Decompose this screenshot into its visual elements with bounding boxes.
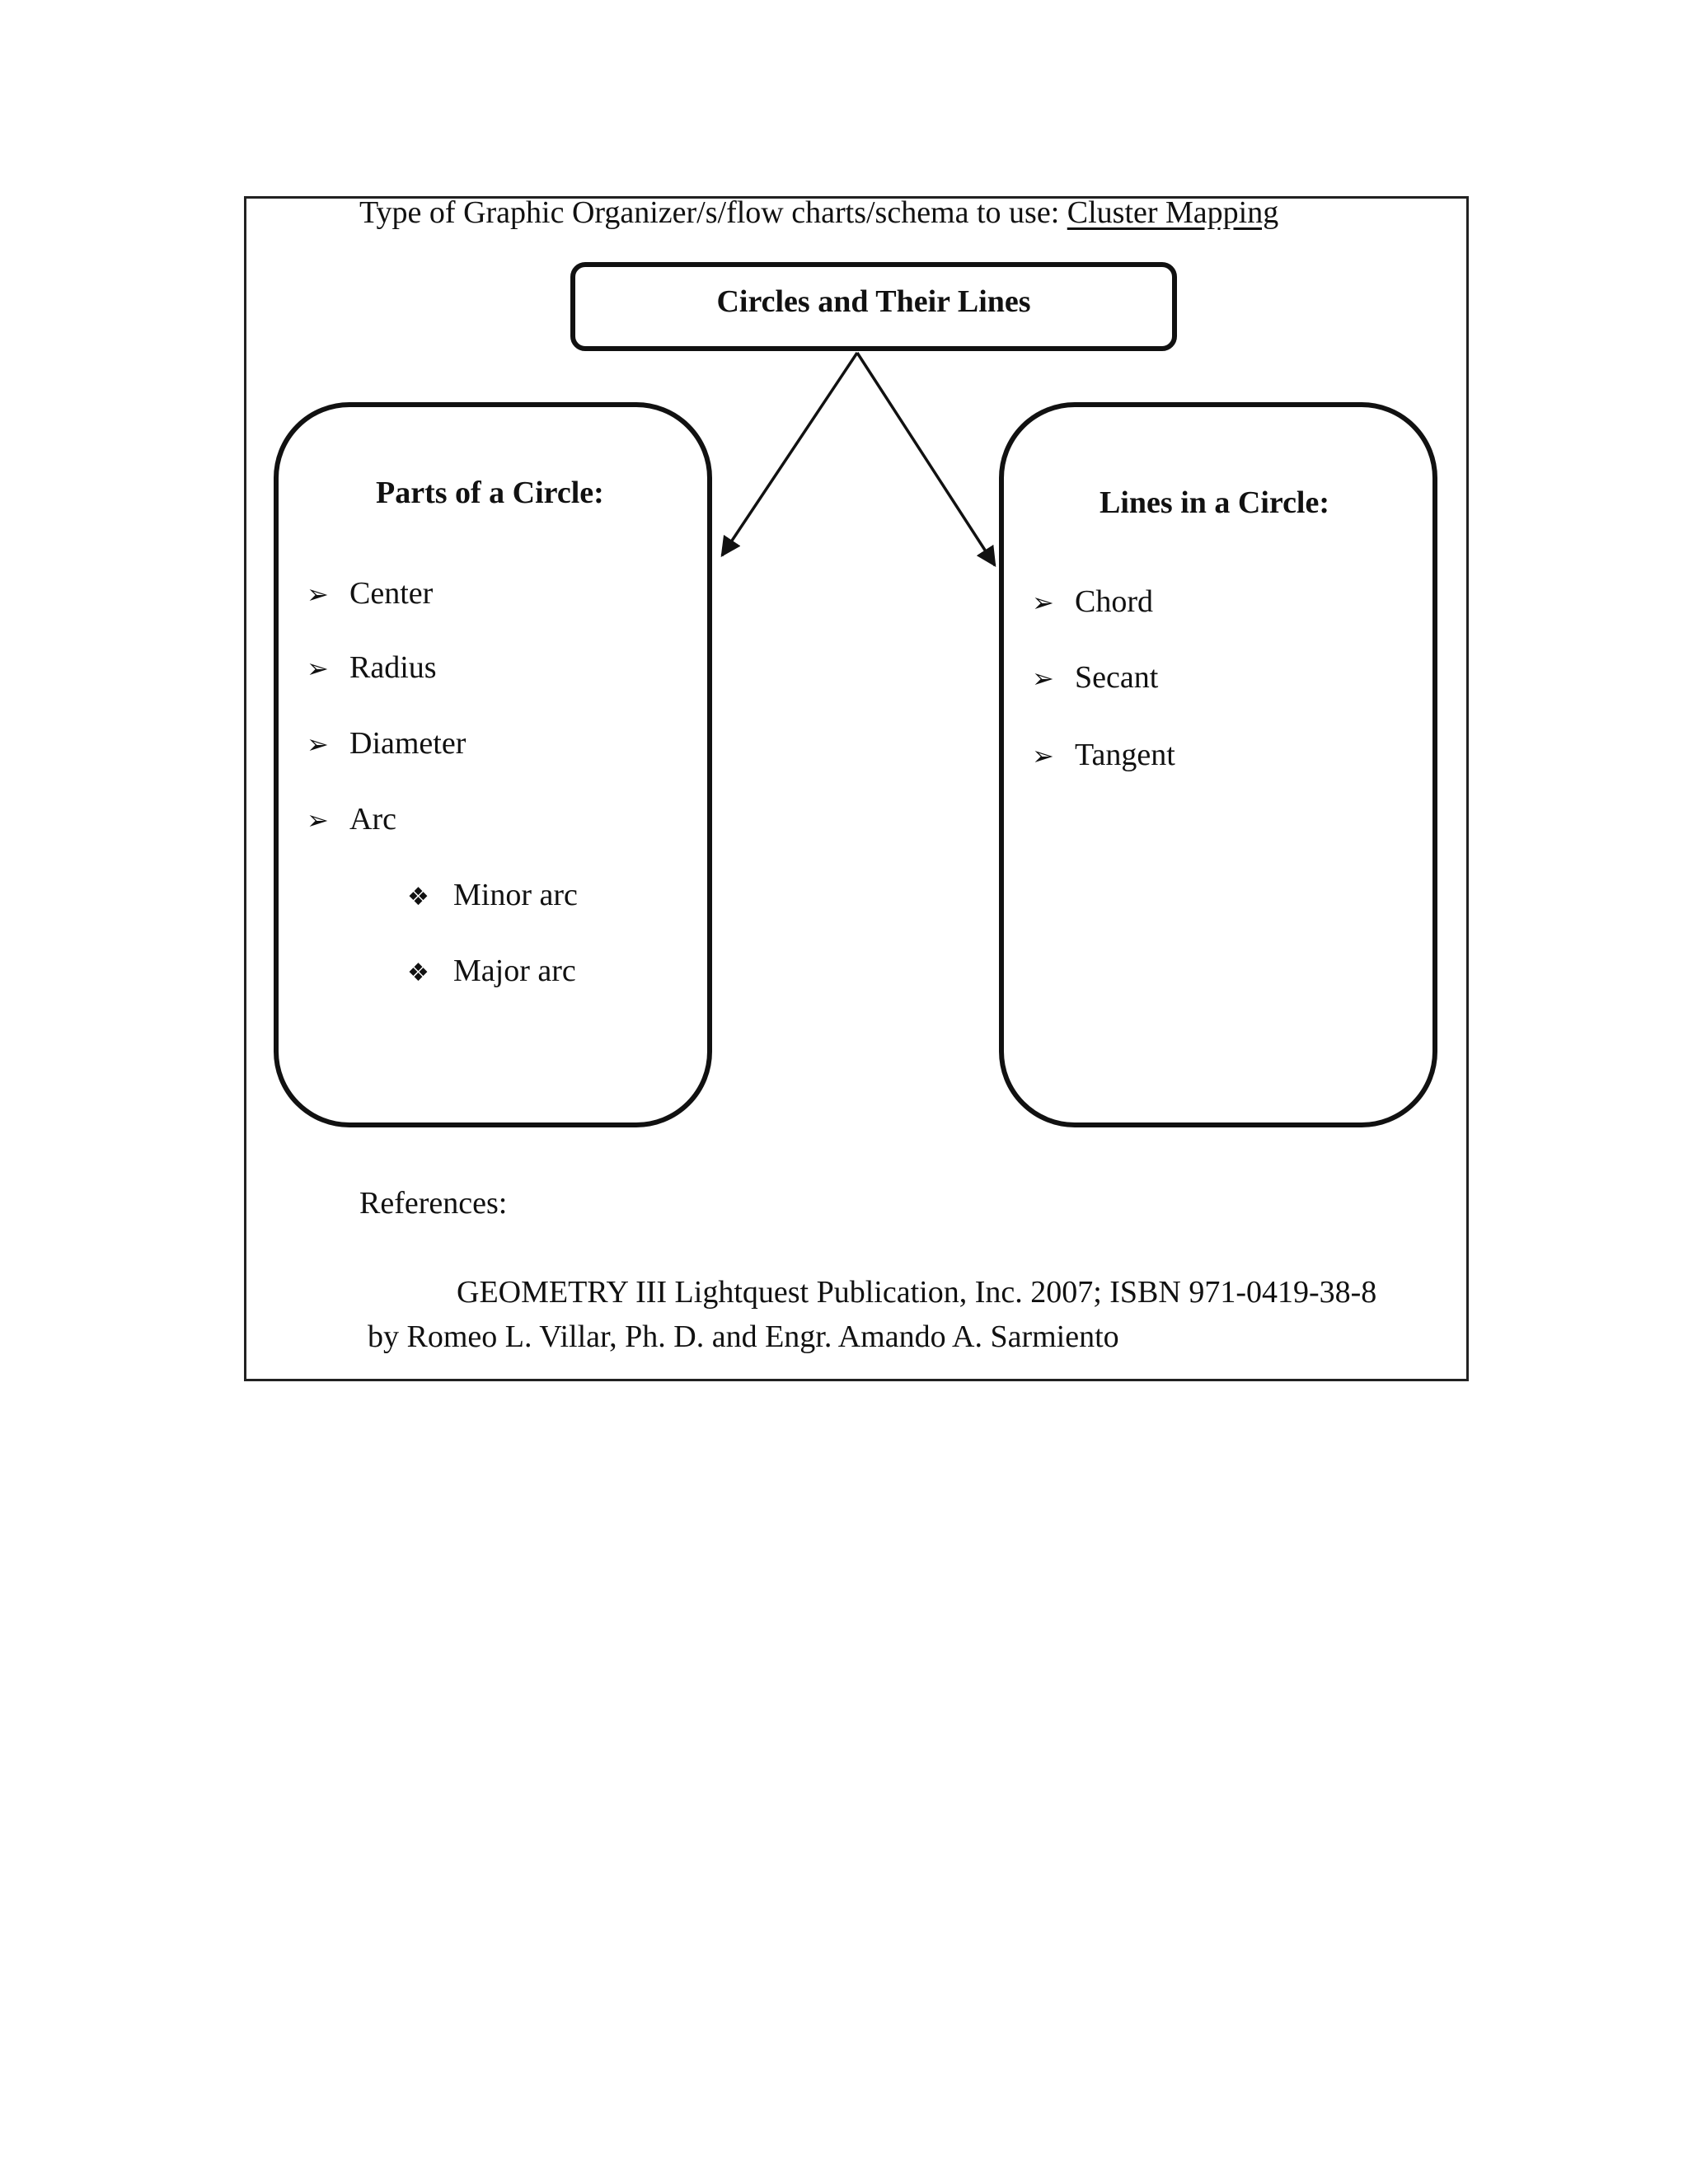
arrow-to-lines xyxy=(857,353,995,565)
organizer-type-label: Type of Graphic Organizer/s/flow charts/schema to use: xyxy=(359,195,1060,230)
reference-line-1: GEOMETRY III Lightquest Publication, Inc. 2007; ISBN 971-0419-38-8 xyxy=(457,1275,1377,1310)
list-item: ➢ Arc xyxy=(307,802,396,837)
list-item: ➢ Center xyxy=(307,576,434,611)
cluster-heading-lines: Lines in a Circle: xyxy=(1100,485,1330,520)
arrowhead-bullet-icon: ➢ xyxy=(307,653,329,684)
arrow-to-parts xyxy=(722,353,857,555)
list-item: ➢ Tangent xyxy=(1032,738,1175,772)
arrowhead-bullet-icon: ➢ xyxy=(307,729,329,760)
four-diamond-bullet-icon: ❖ xyxy=(407,883,429,912)
arrowhead-bullet-icon: ➢ xyxy=(307,804,329,836)
organizer-type-value: Cluster Mapping xyxy=(1067,195,1279,230)
arrowhead-bullet-icon: ➢ xyxy=(307,579,329,610)
central-topic-label: Circles and Their Lines xyxy=(716,284,1031,319)
references-label: References: xyxy=(359,1186,508,1221)
list-item: ➢ Radius xyxy=(307,650,437,685)
reference-line-2: by Romeo L. Villar, Ph. D. and Engr. Amando A. Sarmiento xyxy=(368,1319,1119,1354)
four-diamond-bullet-icon: ❖ xyxy=(407,958,429,987)
arrowhead-bullet-icon: ➢ xyxy=(1032,740,1054,771)
cluster-heading-parts: Parts of a Circle: xyxy=(376,476,604,510)
list-item: ➢ Chord xyxy=(1032,584,1153,619)
cluster-parts-of-circle xyxy=(274,402,712,1127)
list-item: ➢ Secant xyxy=(1032,660,1159,695)
list-item: ➢ Diameter xyxy=(307,726,467,761)
arrowhead-bullet-icon: ➢ xyxy=(1032,587,1054,618)
arrowhead-bullet-icon: ➢ xyxy=(1032,663,1054,694)
sub-list-item: ❖ Major arc xyxy=(407,954,576,988)
sub-list-item: ❖ Minor arc xyxy=(407,878,578,912)
